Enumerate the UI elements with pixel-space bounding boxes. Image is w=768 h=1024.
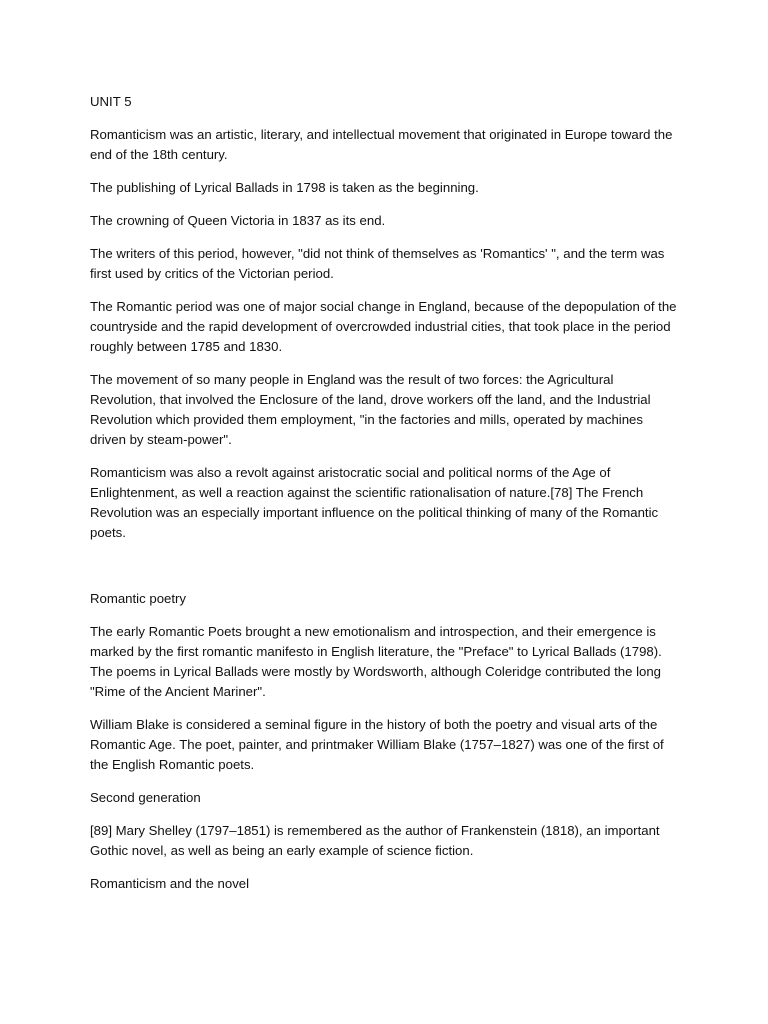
romantic-poetry-paragraph-2: William Blake is considered a seminal figure in the history of both the poetry and visual arts of the Romantic Age. The poet, painter, and printmaker William Blake (1757–1827) was one of the first of the English Romantic poets. [90, 717, 664, 772]
romantic-poetry-heading: Romantic poetry [90, 591, 187, 606]
intro-paragraph-7: Romanticism was also a revolt against aristocratic social and political norms of the Age of Enlightenment, as well a reaction against the scientific rationalisation of nature.[78] The French Revolution was an especially important influence on the political thinking of many of the Romantic poets. [90, 465, 659, 540]
document-page [90, 92, 680, 907]
second-generation-heading: Second generation [90, 790, 201, 805]
section-spacer [90, 556, 680, 589]
intro-paragraph-5: The Romantic period was one of major social change in England, because of the depopulation of the countryside and the rapid development of overcrowded industrial cities, that took place in the period roughly between 1785 and 1830. [90, 299, 677, 354]
second-generation-paragraph-1: [89] Mary Shelley (1797–1851) is remembered as the author of Frankenstein (1818), an important Gothic novel, as well as being an early example of science fiction. [90, 823, 660, 858]
document-title: UNIT 5 [90, 94, 132, 109]
romantic-poetry-paragraph-1: The early Romantic Poets brought a new emotionalism and introspection, and their emergence is marked by the first romantic manifesto in English literature, the "Preface" to Lyrical Ballads (1798). The poems in Lyrical Ballads were mostly by Wordsworth, although Coleridge contributed the long "Rime of the Ancient Mariner". [90, 624, 662, 699]
intro-paragraph-6: The movement of so many people in England was the result of two forces: the Agricultural Revolution, that involved the Enclosure of the land, drove workers off the land, and the Industrial Revolution which provided them employment, "in the factories and mills, operated by machines driven by steam-power". [90, 372, 651, 447]
intro-paragraph-3: The crowning of Queen Victoria in 1837 as its end. [90, 213, 386, 228]
intro-paragraph-2: The publishing of Lyrical Ballads in 1798 is taken as the beginning. [90, 180, 479, 195]
romanticism-novel-heading: Romanticism and the novel [90, 876, 250, 891]
intro-paragraph-4: The writers of this period, however, "did not think of themselves as 'Romantics' ", and the term was first used by critics of the Victorian period. [90, 246, 665, 281]
intro-paragraph-1: Romanticism was an artistic, literary, and intellectual movement that originated in Europe toward the end of the 18th century. [90, 127, 673, 162]
